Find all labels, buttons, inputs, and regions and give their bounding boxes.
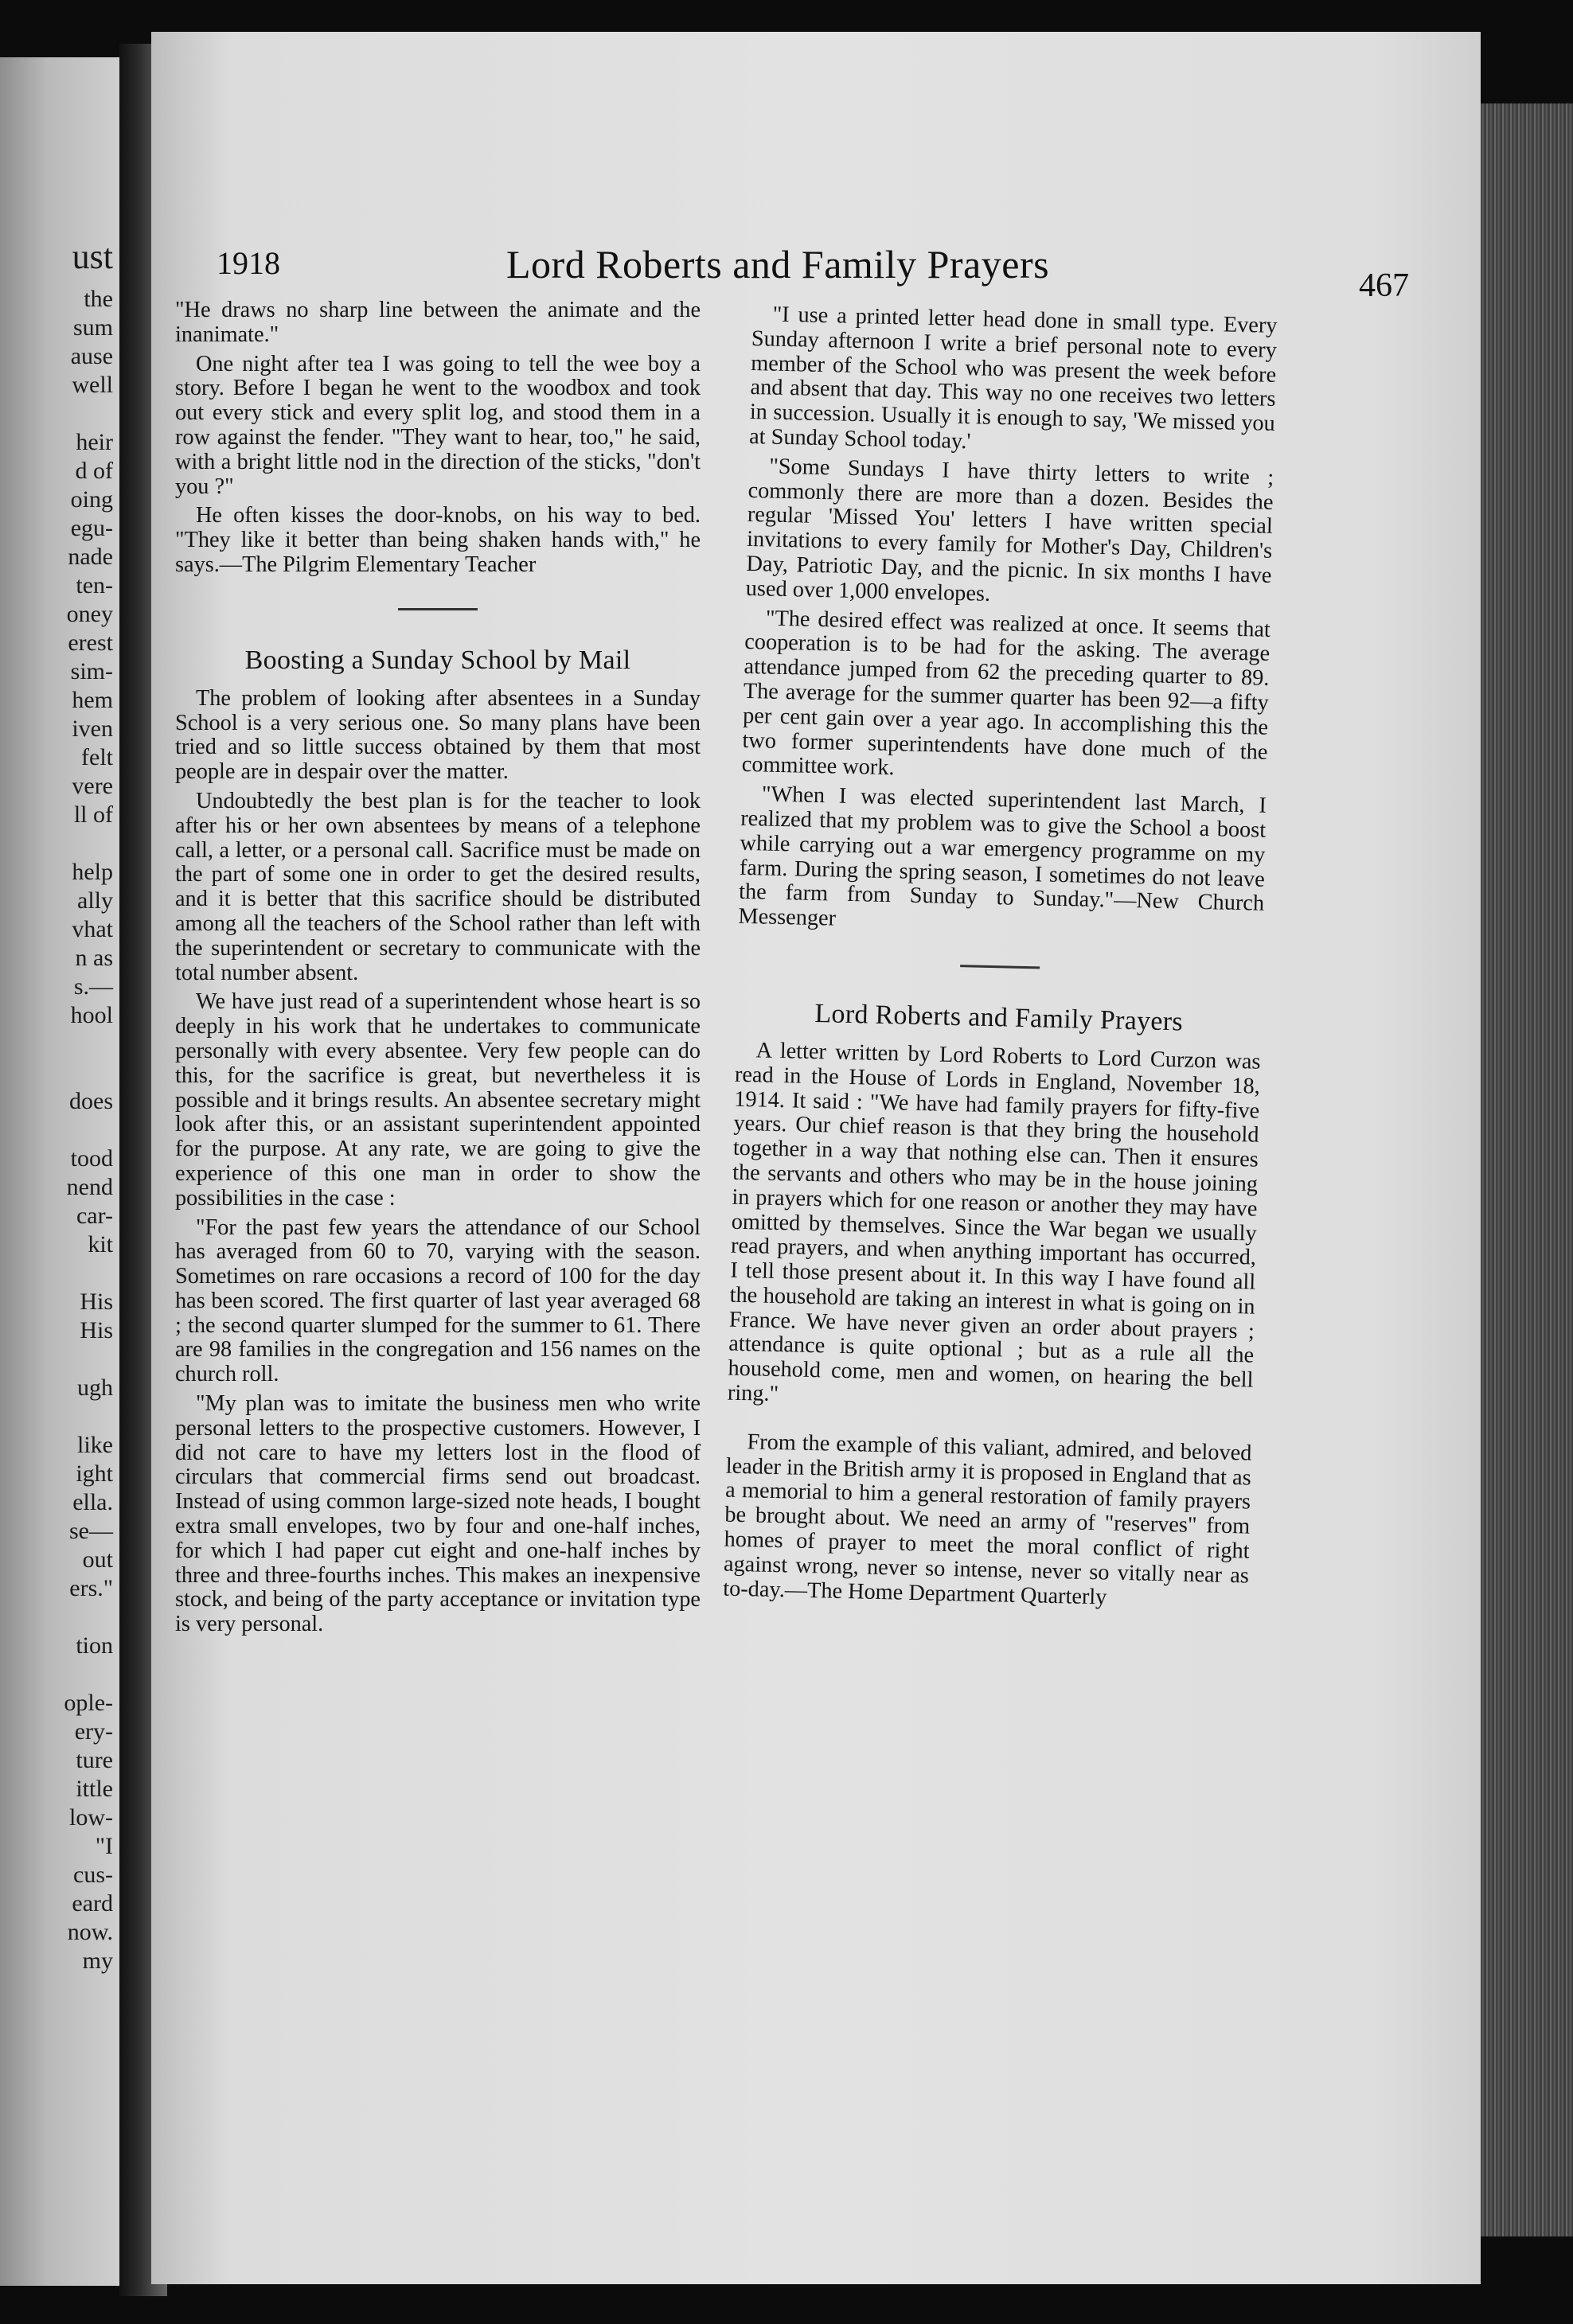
facing-page-fragment-line: ture	[76, 1747, 113, 1773]
section-divider	[398, 608, 478, 610]
facing-page-fragment-line: ers."	[69, 1575, 113, 1601]
paragraph: "He draws no sharp line between the animate and the inanimate."	[175, 298, 701, 347]
facing-page-fragment-line: d of	[75, 458, 113, 484]
paragraph: He often kisses the door-knobs, on his way to bed. "They like it better than being shaken hands with," he says.—The Pilgrim Elementary Teacher	[175, 503, 701, 577]
facing-page-fragment-line: nade	[68, 544, 113, 570]
book-page	[151, 32, 1481, 2284]
facing-page-fragment-line: se—	[69, 1518, 113, 1544]
facing-page-fragment-line: oing	[70, 486, 113, 513]
left-column	[175, 298, 701, 1637]
facing-page-fragment-line: ause	[70, 343, 113, 369]
facing-page-fragment-line: n as	[75, 945, 113, 971]
facing-page-fragment-line: low-	[69, 1804, 113, 1831]
paragraph: We have just read of a superintendent whose heart is so deeply in his work that he undertakes to communicate personally with every absentee. Very few people can do this, for the sacrifice is great, but nevertheless it is possible and it brings results. An absentee secretary might look after this, or an assistant superintendent appointed for the purpose. At any rate, we are going to give the experience of this one man in order to show the possibilities in the case :	[175, 989, 701, 1211]
facing-page-fragment-line: His	[80, 1317, 113, 1343]
page-edges	[1481, 103, 1573, 2236]
facing-page-fragment-line: like	[77, 1432, 113, 1458]
facing-page-fragment-line: ight	[76, 1460, 113, 1487]
facing-page-fragment-line: car-	[76, 1203, 113, 1229]
paragraph: The problem of looking after absentees in a Sunday School is a very serious one. So many plans have been tried and so little success obtained by them that most people are in despair over the matter.	[175, 685, 701, 785]
facing-page-fragment	[0, 57, 119, 2286]
paragraph: "The desired effect was realized at once. It seems that cooperation is to be had for the asking. The average attendance jumped from 62 the preceding quarter to 89. The average for the summer quarter has been 92—a fifty per cent gain over a year ago. In accomplishing this the two former superintendents have done much of the committee work.	[741, 606, 1271, 781]
facing-page-fragment-line: help	[72, 859, 113, 885]
paragraph: "For the past few years the attendance of our School has averaged from 60 to 70, varying with the season. Sometimes on rare occasions a record of 100 for the day has been scored. The first quarter of last year averaged 68 ; the second quarter slumped for the summer to 61. There are 98 families in the congregation and 156 names on the church roll.	[175, 1215, 701, 1387]
running-title: Lord Roberts and Family Prayers	[506, 242, 1050, 287]
facing-page-fragment-line: erest	[68, 630, 113, 656]
paragraph: "My plan was to imitate the business men who write personal letters to the prospective customers. However, I did not care to have my letters lost in the flood of circulars that commercial firms send out broadcast. Instead of using common large-sized note heads, I bought extra small envelopes, two by four and one-half inches, for which I had paper cut eight and one-half inches by three and three-fourths inches. This makes an inexpensive stock, and being of the party acceptance or invitation type is very personal.	[175, 1391, 701, 1637]
paragraph: From the example of this valiant, admired, and beloved leader in the British army it is proposed in England that as a memorial to him a general restoration of family prayers be brought about. We need an army of "reserves" from homes of prayer to meet the moral conflict of right against wrong, never so intense, never so vitally near as to-day.—The Home Department Quarterly	[722, 1429, 1252, 1610]
facing-page-fragment-line: ll of	[73, 801, 113, 828]
facing-page-fragment-line: ople-	[64, 1690, 113, 1716]
facing-page-fragment-line: sum	[72, 314, 113, 341]
facing-page-fragment-line: hool	[70, 1002, 113, 1028]
facing-page-fragment-line: vhat	[72, 916, 113, 942]
facing-page-fragment-line: oney	[66, 601, 113, 627]
facing-page-fragment-line: ally	[77, 887, 113, 914]
right-column	[723, 302, 1278, 1613]
facing-page-fragment-line: ugh	[77, 1375, 113, 1401]
article-title: Boosting a Sunday School by Mail	[244, 645, 631, 675]
facing-page-fragment-line: the	[84, 286, 113, 312]
page-number: 467	[1359, 267, 1409, 304]
facing-page-fragment-line: egu-	[70, 515, 113, 541]
facing-page-fragment-line: well	[72, 372, 113, 398]
facing-page-fragment-line: my	[82, 1948, 113, 1974]
paragraph: A letter written by Lord Roberts to Lord Curzon was read in the House of Lords in England, November 18, 1914. It said : "We have had family prayers for fifty-five years. Our chief reason is that they bring the household together in a way that nothing else can. Then it ensures the servants and others who may be in the house joining in prayers which for one reason or another they may have omitted by themselves. Since the War began we usually read prayers, and when anything important has occurred, I tell those present about it. In this way I have found all the household are taking an interest in what is going on in France. We have never given an order about prayers ; attendance is quite optional ; but as a rule all the household come, men and women, on hearing the bell ring."	[727, 1038, 1261, 1407]
facing-page-fragment-line: out	[82, 1546, 113, 1573]
facing-page-fragment-line: ery-	[74, 1718, 113, 1745]
paragraph: Undoubtedly the best plan is for the teacher to look after his or her own absentees by means of a telephone call, a letter, or a personal call. Sacrifice must be made on the part of some one in order to get the desired results, and it is better that this sacrifice should be distributed among all the teachers of the School rather than left with the superintendent or secretary to communicate with the total number absent.	[175, 788, 701, 985]
facing-page-fragment-line: nend	[66, 1174, 113, 1200]
facing-page-fragment-line: tood	[70, 1145, 113, 1172]
article-title: Lord Roberts and Family Prayers	[814, 998, 1184, 1037]
facing-page-fragment-line: cus-	[73, 1862, 113, 1888]
header-year: 1918	[217, 245, 280, 281]
page-header	[199, 227, 1409, 306]
paragraph: "Some Sundays I have thirty letters to write ; commonly there are more than a dozen. Besides the regular 'Missed You' letters I have written special invitations to every family for Mother's Day, Children's Day, Patriotic Day, and the picnic. In six months I have used over 1,000 envelopes.	[745, 454, 1274, 606]
facing-page-fragment-line: ust	[72, 237, 113, 276]
facing-page-fragment-line: ten-	[76, 572, 113, 599]
section-divider	[960, 965, 1040, 969]
facing-page-fragment-line: hem	[72, 687, 113, 713]
facing-page-fragment-line: "I	[95, 1833, 113, 1859]
facing-page-fragment-line: His	[80, 1289, 113, 1315]
facing-page-fragment-line: kit	[88, 1231, 113, 1258]
facing-page-fragment-line: ittle	[76, 1776, 113, 1802]
paragraph: One night after tea I was going to tell the wee boy a story. Before I began he went to the woodbox and took out every stick and every split log, and stood them in a row against the fender. "They want to hear, too," he said, with a bright little nod in the direction of the sticks, "don't you ?"	[175, 351, 701, 499]
facing-page-fragment-line: heir	[76, 429, 113, 455]
facing-page-fragment-line: ella.	[72, 1489, 113, 1515]
facing-page-fragment-line: iven	[72, 716, 113, 742]
facing-page-fragment-line: eard	[72, 1890, 113, 1917]
paragraph: "I use a printed letter head done in small type. Every Sunday afternoon I write a brief personal note to every member of the School who was present the week before and absent that day. This way no one receives two letters in succession. Usually it is enough to say, 'We missed you at Sunday School today.'	[748, 302, 1278, 454]
facing-page-fragment-line: now.	[67, 1919, 113, 1945]
facing-page-fragment-line: does	[69, 1088, 113, 1114]
facing-page-fragment-line: sim-	[70, 658, 113, 684]
facing-page-fragment-line: felt	[81, 744, 113, 770]
paragraph: "When I was elected superintendent last March, I realized that my problem was to give the School a boost while carrying out a war emergency programme on my farm. During the spring season, I sometimes do not leave the farm from Sunday to Sunday."—New Church Messenger	[738, 782, 1267, 931]
facing-page-fragment-line: vere	[72, 773, 113, 799]
facing-page-fragment-line: tion	[76, 1632, 113, 1659]
facing-page-fragment-line: s.—	[73, 973, 113, 1000]
